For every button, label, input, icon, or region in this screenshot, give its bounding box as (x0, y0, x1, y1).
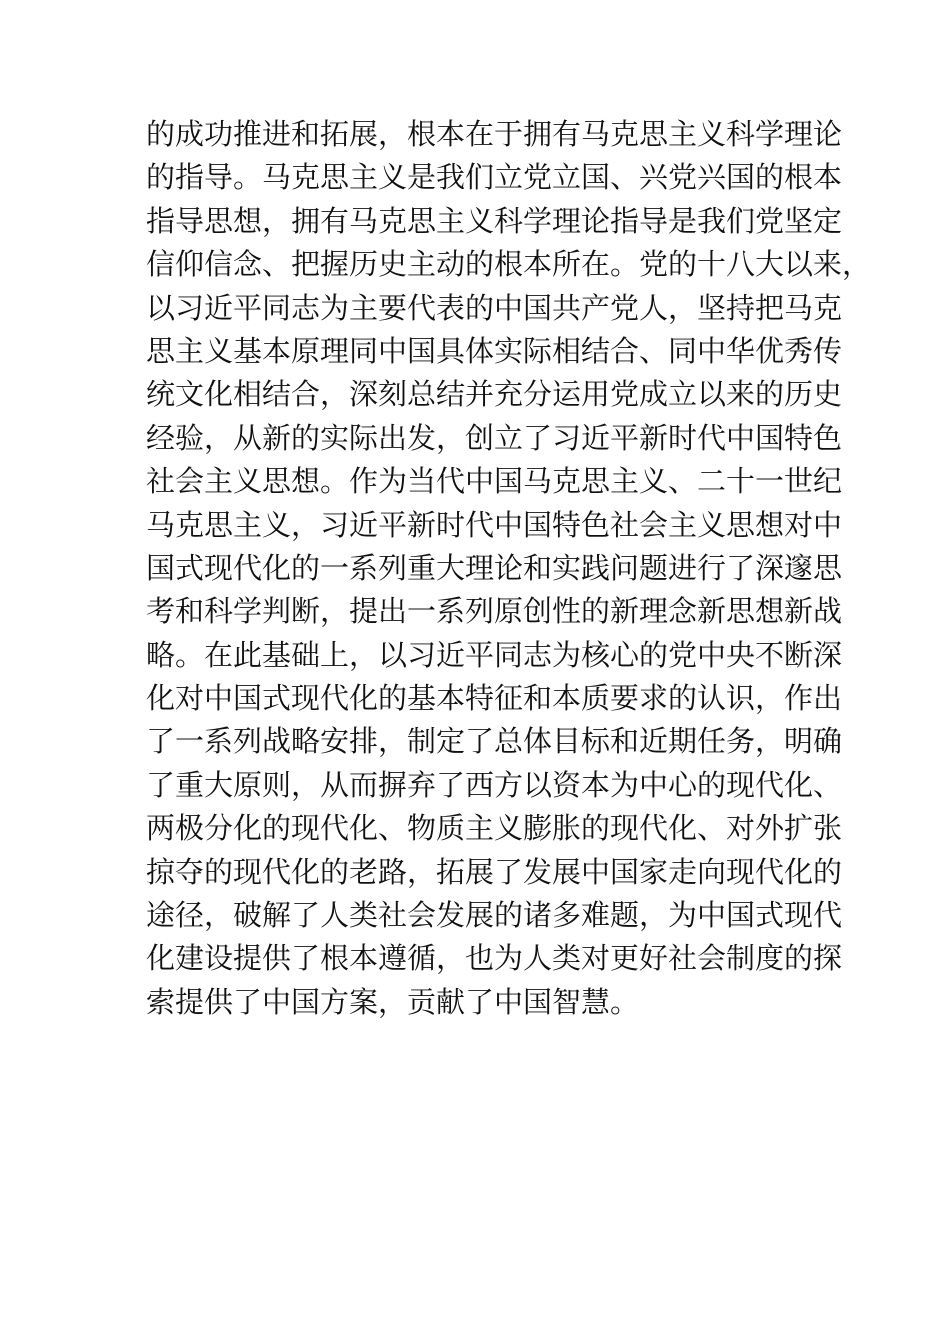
text-line: 统文化相结合，深刻总结并充分运用党成立以来的历史 (146, 377, 843, 412)
text-line: 以习近平同志为主要代表的中国共产党人，坚持把马克 (146, 290, 843, 325)
text-line: 化对中国式现代化的基本特征和本质要求的认识，作出 (146, 681, 843, 716)
text-line: 了一系列战略安排，制定了总体目标和近期任务，明确 (146, 724, 843, 759)
text-line: 考和科学判断，提出一系列原创性的新理念新思想新战 (146, 594, 843, 629)
text-line: 经验，从新的实际出发，创立了习近平新时代中国特色 (146, 420, 843, 455)
text-line: 的指导。马克思主义是我们立党立国、兴党兴国的根本 (146, 160, 843, 195)
text-line: 了重大原则，从而摒弃了西方以资本为中心的现代化、 (146, 767, 843, 802)
text-line: 索提供了中国方案，贡献了中国智慧。 (146, 984, 640, 1019)
text-line: 马克思主义，习近平新时代中国特色社会主义思想对中 (146, 507, 843, 542)
text-line: 略。在此基础上，以习近平同志为核心的党中央不断深 (146, 637, 843, 672)
text-line: 两极分化的现代化、物质主义膨胀的现代化、对外扩张 (146, 811, 843, 846)
text-line: 途径，破解了人类社会发展的诸多难题，为中国式现代 (146, 898, 843, 933)
text-line: 指导思想，拥有马克思主义科学理论指导是我们党坚定 (146, 203, 843, 238)
text-line: 的成功推进和拓展，根本在于拥有马克思主义科学理论 (146, 117, 843, 151)
body-paragraph (146, 113, 872, 1024)
text-line: 国式现代化的一系列重大理论和实践问题进行了深邃思 (146, 550, 843, 585)
text-line: 社会主义思想。作为当代中国马克思主义、二十一世纪 (146, 464, 843, 499)
text-line: 掠夺的现代化的老路，拓展了发展中国家走向现代化的 (146, 854, 843, 889)
text-line: 信仰信念、把握历史主动的根本所在。党的十八大以来， (146, 247, 872, 282)
text-line: 化建设提供了根本遵循，也为人类对更好社会制度的探 (146, 941, 843, 976)
text-line: 思主义基本原理同中国具体实际相结合、同中华优秀传 (146, 333, 843, 368)
